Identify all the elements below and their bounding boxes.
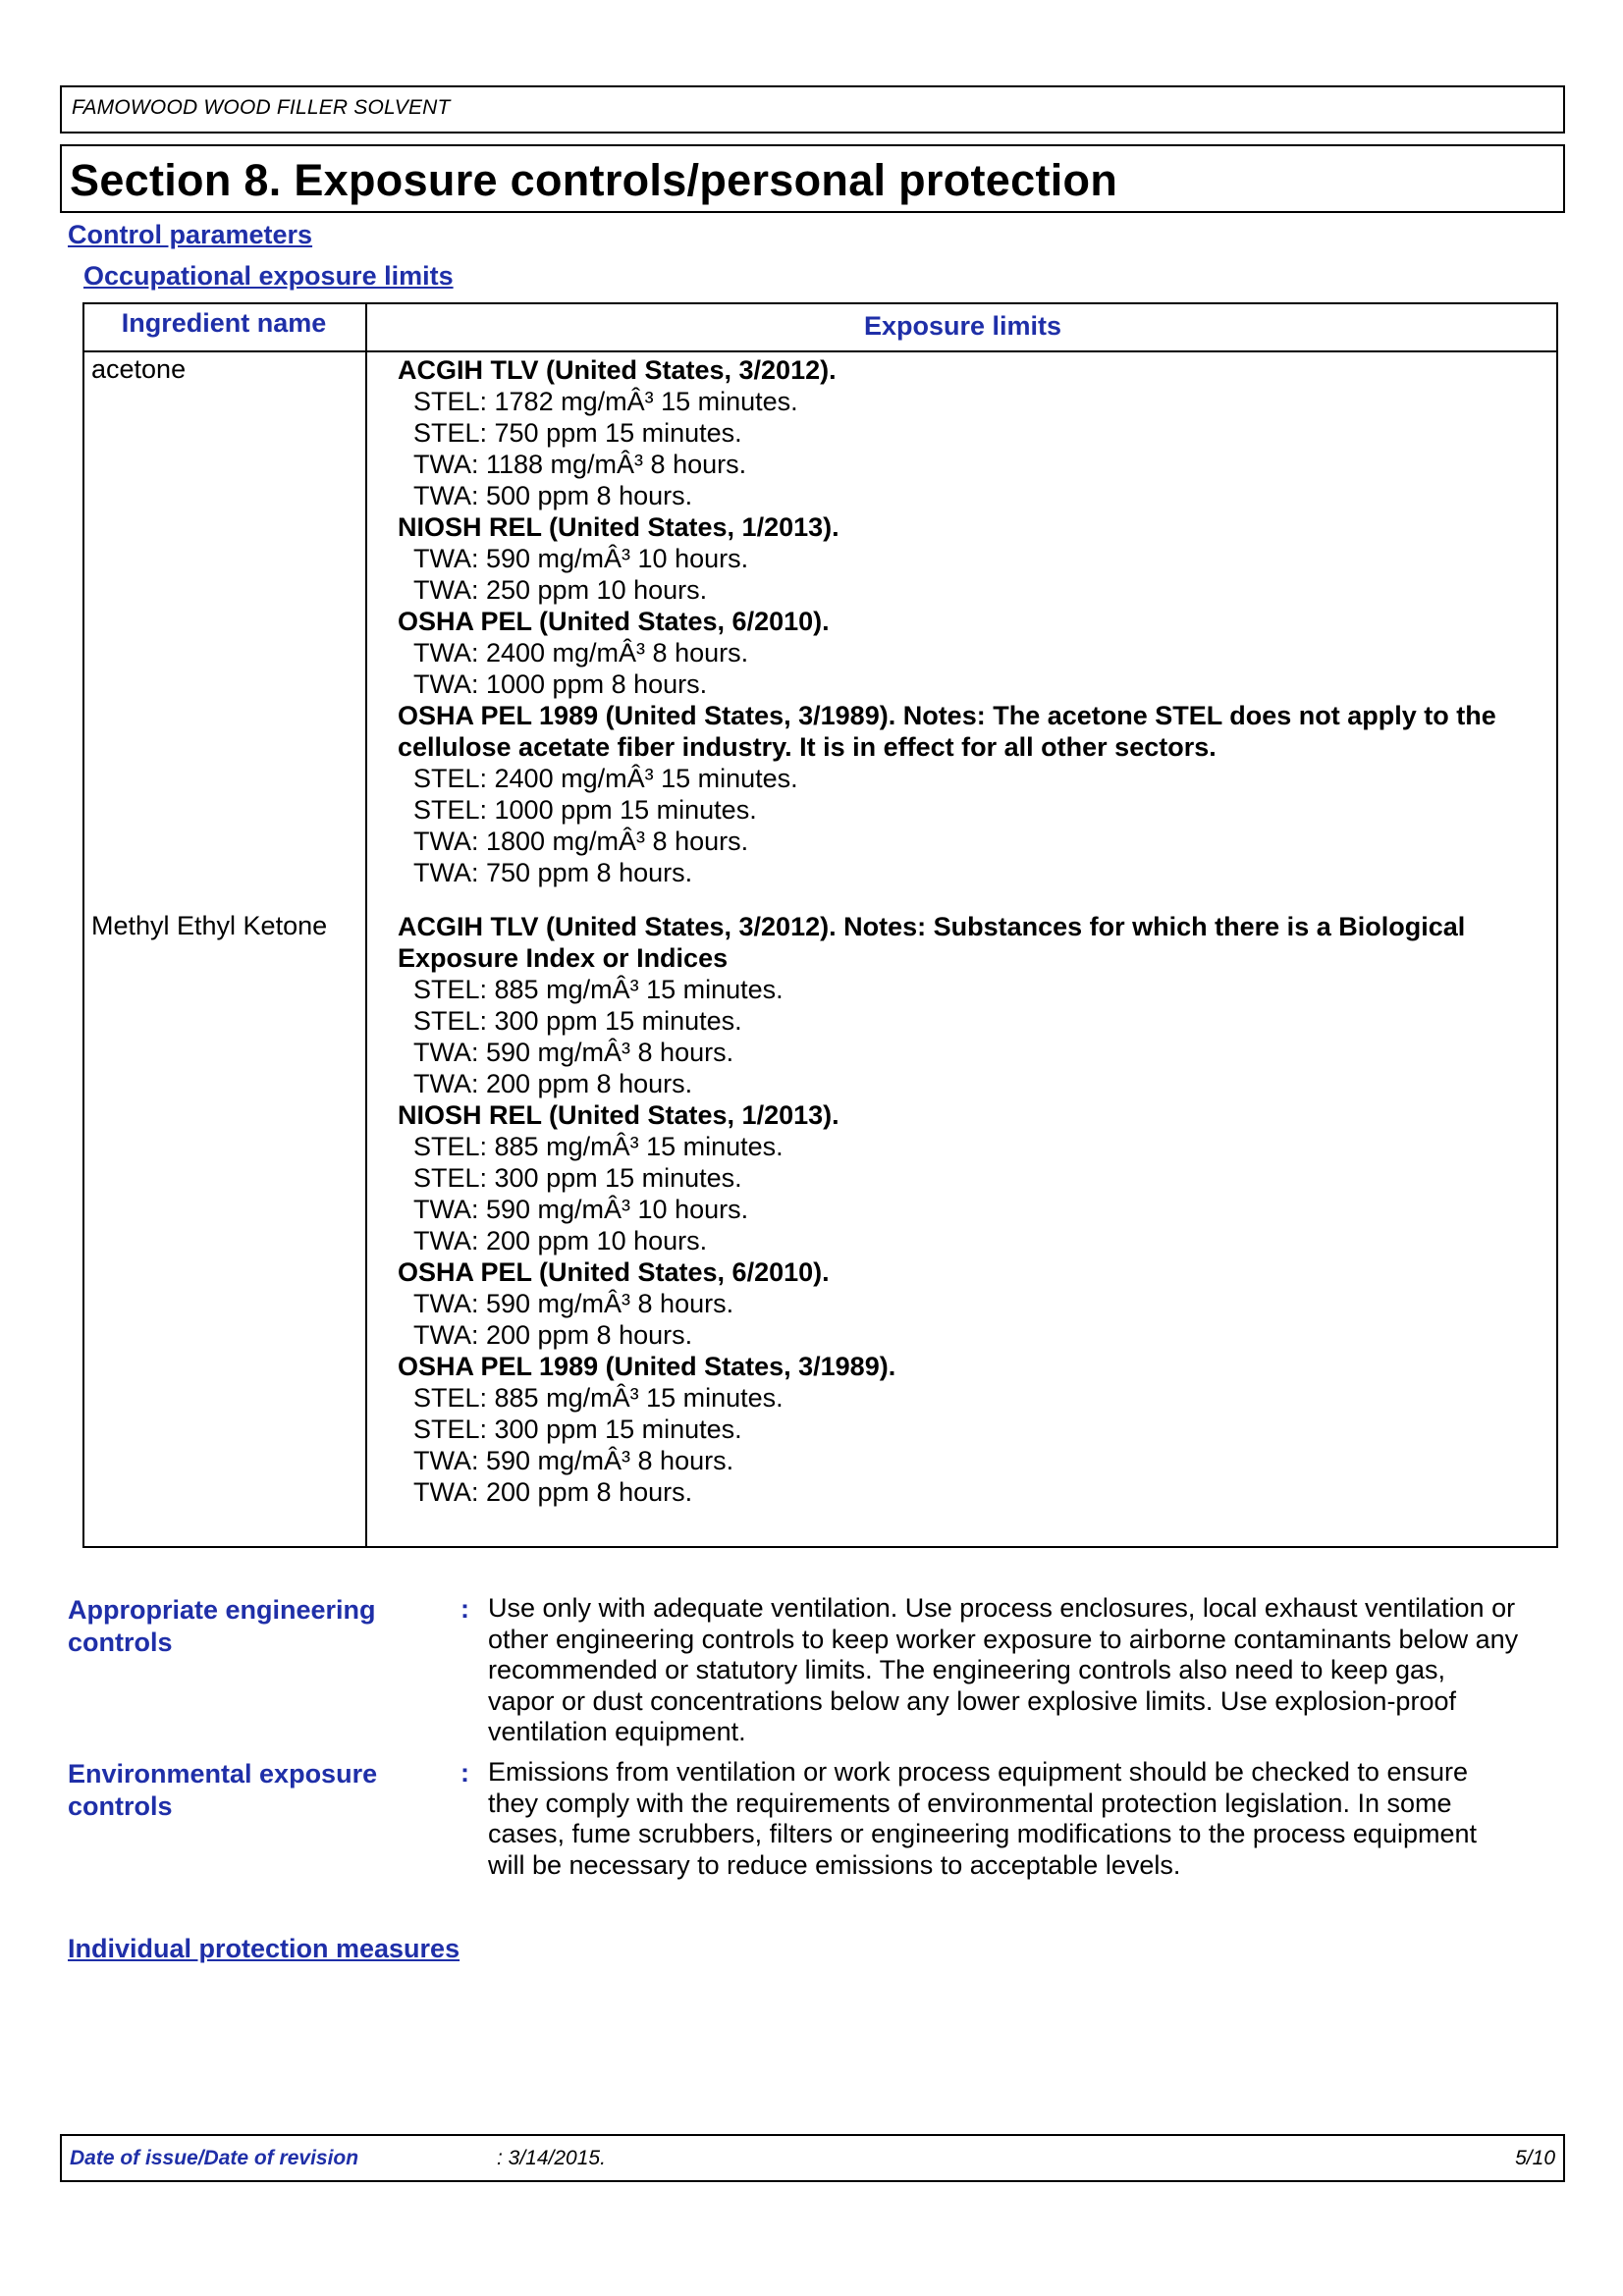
limit-source-line: ACGIH TLV (United States, 3/2012). Notes: Substances for which there is a Biological (398, 912, 1466, 941)
limit-source-line: OSHA PEL (United States, 6/2010). (398, 607, 830, 636)
limit-value-line: TWA: 2400 mg/mÂ³ 8 hours. (413, 638, 749, 667)
limit-source-line: Exposure Index or Indices (398, 943, 729, 973)
footer-date-label: Date of issue/Date of revision (70, 2147, 359, 2169)
limit-value-line: TWA: 590 mg/mÂ³ 10 hours. (413, 544, 749, 573)
ingredient-name-acetone: acetone (91, 354, 187, 384)
engineering-controls-label (68, 1594, 376, 1659)
exposure-limits-methyl-ethyl-ketone (398, 911, 1556, 1508)
limit-value-line: STEL: 1782 mg/mÂ³ 15 minutes. (413, 387, 798, 416)
product-name: FAMOWOOD WOOD FILLER SOLVENT (72, 96, 451, 119)
environmental-controls-text (488, 1757, 1568, 1881)
limit-value-line: TWA: 750 ppm 8 hours. (413, 858, 693, 887)
engineering-controls-label-line2: controls (68, 1628, 173, 1657)
individual-protection-measures-heading: Individual protection measures (68, 1934, 460, 1963)
occupational-exposure-limits-heading: Occupational exposure limits (83, 261, 454, 291)
limit-source-line: OSHA PEL 1989 (United States, 3/1989). (398, 1352, 896, 1381)
limit-value-line: STEL: 885 mg/mÂ³ 15 minutes. (413, 975, 784, 1004)
column-header-exposure-limits: Exposure limits (863, 311, 1062, 341)
engineering-controls-line: Use only with adequate ventilation. Use process enclosures, local exhaust ventilation or (488, 1593, 1516, 1623)
environmental-controls-label-line2: controls (68, 1791, 173, 1821)
limit-value-line: STEL: 1000 ppm 15 minutes. (413, 795, 757, 825)
control-parameters-heading: Control parameters (68, 220, 313, 249)
environmental-controls-line: will be necessary to reduce emissions to acceptable levels. (488, 1849, 1181, 1880)
limit-value-line: TWA: 1188 mg/mÂ³ 8 hours. (413, 450, 747, 479)
limit-value-line: TWA: 590 mg/mÂ³ 10 hours. (413, 1195, 749, 1224)
engineering-controls-line: ventilation equipment. (488, 1717, 746, 1746)
limit-source-line: ACGIH TLV (United States, 3/2012). (398, 355, 837, 385)
exposure-limits-acetone (398, 354, 1556, 888)
limit-value-line: TWA: 590 mg/mÂ³ 8 hours. (413, 1038, 734, 1067)
limit-value-line: STEL: 300 ppm 15 minutes. (413, 1415, 742, 1444)
engineering-controls-text (488, 1593, 1568, 1748)
table-column-divider (365, 302, 367, 1548)
page-footer (60, 2134, 1565, 2182)
engineering-controls-line: vapor or dust concentrations below any lower explosive limits. Use explosion-proof (488, 1685, 1456, 1716)
column-header-ingredient: Ingredient name (121, 308, 327, 338)
limit-value-line: TWA: 1800 mg/mÂ³ 8 hours. (413, 827, 749, 856)
limit-value-line: STEL: 300 ppm 15 minutes. (413, 1006, 742, 1036)
ingredient-name-methyl-ethyl-ketone: Methyl Ethyl Ketone (91, 911, 328, 940)
environmental-controls-label-line1: Environmental exposure (68, 1759, 378, 1789)
environmental-controls-line: they comply with the requirements of environmental protection legislation. In some (488, 1788, 1452, 1818)
limit-source-line: OSHA PEL (United States, 6/2010). (398, 1257, 830, 1287)
limit-source-line: cellulose acetate fiber industry. It is in effect for all other sectors. (398, 732, 1217, 762)
engineering-controls-colon: : (460, 1594, 469, 1624)
limit-value-line: TWA: 590 mg/mÂ³ 8 hours. (413, 1289, 734, 1318)
environmental-controls-label (68, 1758, 377, 1823)
engineering-controls-line: other engineering controls to keep worker exposure to airborne contaminants below any (488, 1624, 1519, 1654)
limit-value-line: TWA: 500 ppm 8 hours. (413, 481, 693, 510)
limit-value-line: STEL: 300 ppm 15 minutes. (413, 1163, 742, 1193)
limit-value-line: TWA: 590 mg/mÂ³ 8 hours. (413, 1446, 734, 1475)
limit-value-line: TWA: 250 ppm 10 hours. (413, 575, 708, 605)
limit-value-line: STEL: 750 ppm 15 minutes. (413, 418, 742, 448)
limit-value-line: STEL: 885 mg/mÂ³ 15 minutes. (413, 1383, 784, 1413)
environmental-controls-colon: : (460, 1758, 469, 1788)
limit-source-line: NIOSH REL (United States, 1/2013). (398, 512, 839, 542)
limit-value-line: TWA: 200 ppm 8 hours. (413, 1320, 693, 1350)
limit-value-line: TWA: 200 ppm 10 hours. (413, 1226, 708, 1255)
section-header (60, 144, 1565, 213)
footer-page-number: 5/10 (1515, 2147, 1555, 2169)
limit-source-line: OSHA PEL 1989 (United States, 3/1989). Notes: The acetone STEL does not apply to the (398, 701, 1496, 730)
engineering-controls-line: recommended or statutory limits. The engineering controls also need to keep gas, (488, 1655, 1446, 1684)
engineering-controls-label-line1: Appropriate engineering (68, 1595, 376, 1625)
footer-date-value: : 3/14/2015. (497, 2147, 606, 2169)
environmental-controls-line: Emissions from ventilation or work process equipment should be checked to ensure (488, 1757, 1468, 1787)
limit-value-line: STEL: 885 mg/mÂ³ 15 minutes. (413, 1132, 784, 1161)
limit-source-line: NIOSH REL (United States, 1/2013). (398, 1100, 839, 1130)
table-header-divider (82, 350, 1558, 352)
section-title: Section 8. Exposure controls/personal protection (70, 155, 1118, 205)
limit-value-line: TWA: 1000 ppm 8 hours. (413, 669, 708, 699)
limit-value-line: TWA: 200 ppm 8 hours. (413, 1477, 693, 1507)
limit-value-line: TWA: 200 ppm 8 hours. (413, 1069, 693, 1098)
product-header (60, 85, 1565, 133)
environmental-controls-line: cases, fume scrubbers, filters or engineering modifications to the process equipment (488, 1819, 1478, 1848)
limit-value-line: STEL: 2400 mg/mÂ³ 15 minutes. (413, 764, 798, 793)
